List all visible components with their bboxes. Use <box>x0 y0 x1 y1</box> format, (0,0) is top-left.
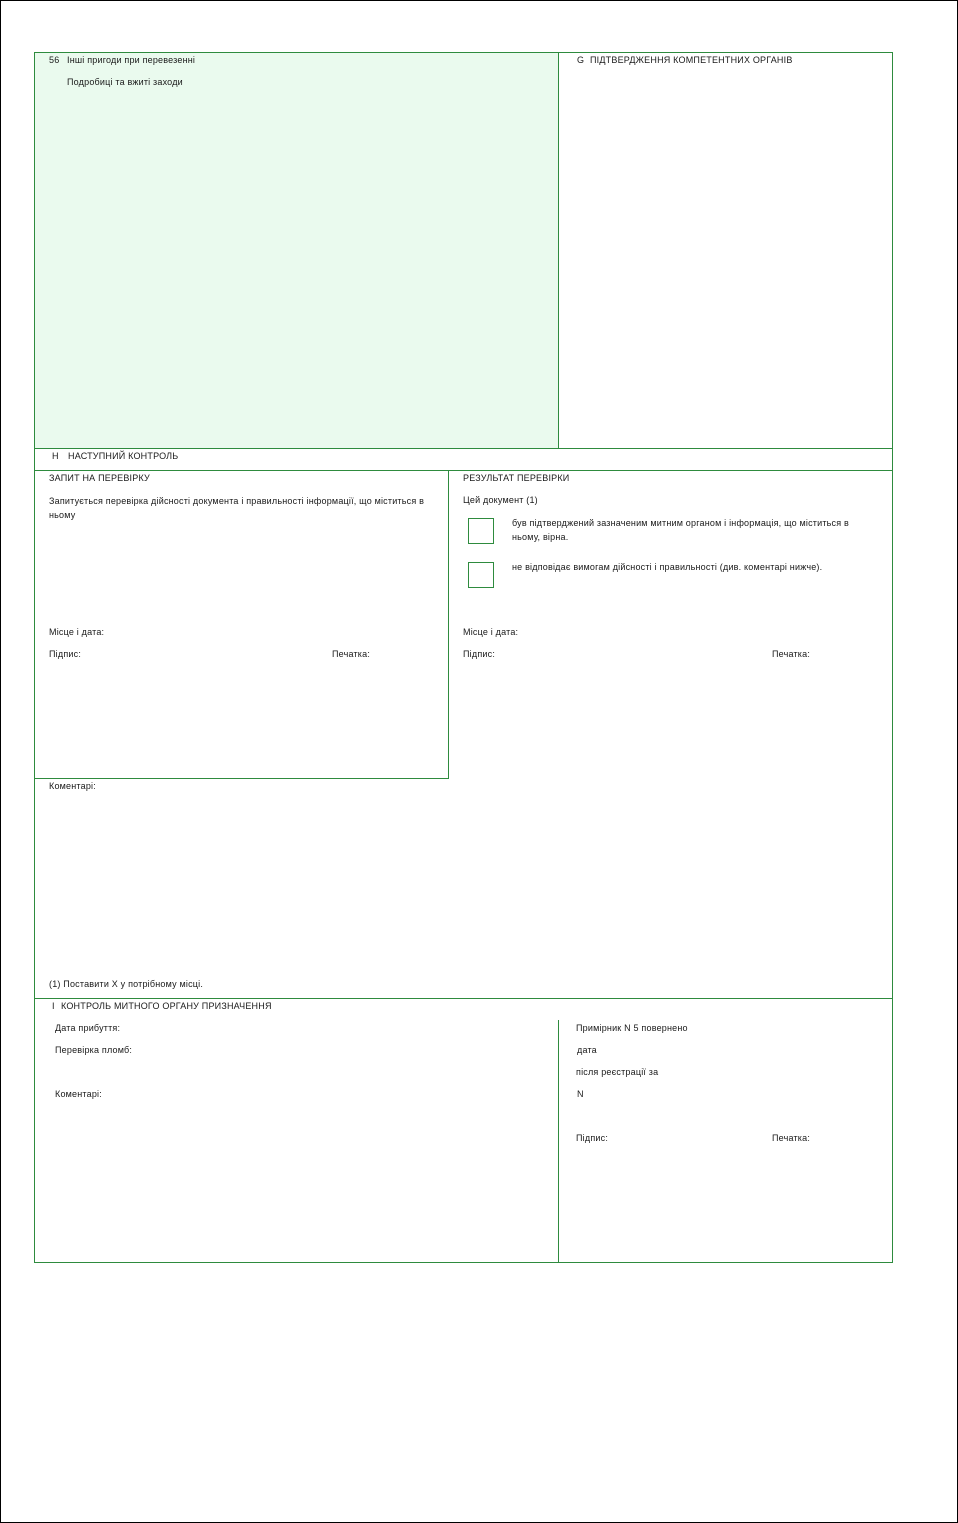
section-h-letter: H <box>52 451 59 461</box>
divider <box>34 778 449 779</box>
divider <box>34 998 893 999</box>
section-56-number: 56 <box>49 55 60 65</box>
divider <box>892 52 893 1263</box>
divider <box>34 52 35 1263</box>
section-g-letter: G <box>577 55 585 65</box>
destination-signature-label: Підпис: <box>576 1133 609 1143</box>
request-place-date-label: Місце і дата: <box>49 627 105 637</box>
confirmed-checkbox[interactable] <box>468 518 494 544</box>
section-i-title: КОНТРОЛЬ МИТНОГО ОРГАНУ ПРИЗНАЧЕННЯ <box>61 1001 272 1011</box>
request-signature-label: Підпис: <box>49 649 82 659</box>
comments-label: Коментарі: <box>49 781 96 791</box>
destination-stamp-label: Печатка: <box>772 1133 811 1143</box>
date-label: дата <box>577 1045 597 1055</box>
result-doc-label: Цей документ (1) <box>463 495 538 505</box>
section-g-box[interactable] <box>559 53 892 448</box>
divider <box>34 1262 893 1263</box>
result-stamp-label: Печатка: <box>772 649 811 659</box>
confirmed-option-text: був підтверджений зазначеним митним органом і інформація, що міститься в ньому, вірна. <box>512 518 849 542</box>
destination-comments-label: Коментарі: <box>55 1089 102 1099</box>
section-h-title: НАСТУПНИЙ КОНТРОЛЬ <box>68 451 179 461</box>
divider <box>558 1020 559 1263</box>
request-stamp-label: Печатка: <box>332 649 371 659</box>
not-valid-option-text: не відповідає вимогам дійсності і правильності (див. коментарі нижче). <box>512 562 823 572</box>
seal-check-label: Перевірка пломб: <box>55 1045 133 1055</box>
section-56-title: Інші пригоди при перевезенні <box>67 55 196 65</box>
divider <box>448 470 449 779</box>
arrival-date-label: Дата прибуття: <box>55 1023 121 1033</box>
section-56-box[interactable] <box>35 53 558 448</box>
result-place-date-label: Місце і дата: <box>463 627 519 637</box>
registration-number-label: N <box>577 1089 584 1099</box>
footnote: (1) Поставити X у потрібному місці. <box>49 979 204 989</box>
after-registration-label: після реєстрації за <box>576 1067 659 1077</box>
copy-returned-label: Примірник N 5 повернено <box>576 1023 688 1033</box>
divider <box>34 448 893 449</box>
section-g-title: ПІДТВЕРДЖЕННЯ КОМПЕТЕНТНИХ ОРГАНІВ <box>590 55 793 65</box>
result-signature-label: Підпис: <box>463 649 496 659</box>
divider <box>34 470 893 471</box>
section-56-subtitle: Подробиці та вжиті заходи <box>67 77 183 87</box>
result-title: РЕЗУЛЬТАТ ПЕРЕВІРКИ <box>463 473 570 483</box>
request-title: ЗАПИТ НА ПЕРЕВІРКУ <box>49 473 150 483</box>
not-valid-checkbox[interactable] <box>468 562 494 588</box>
section-i-letter: I <box>52 1001 55 1011</box>
request-text: Запитується перевірка дійсності документа і правильності інформації, що міститься в ньому <box>49 496 425 520</box>
